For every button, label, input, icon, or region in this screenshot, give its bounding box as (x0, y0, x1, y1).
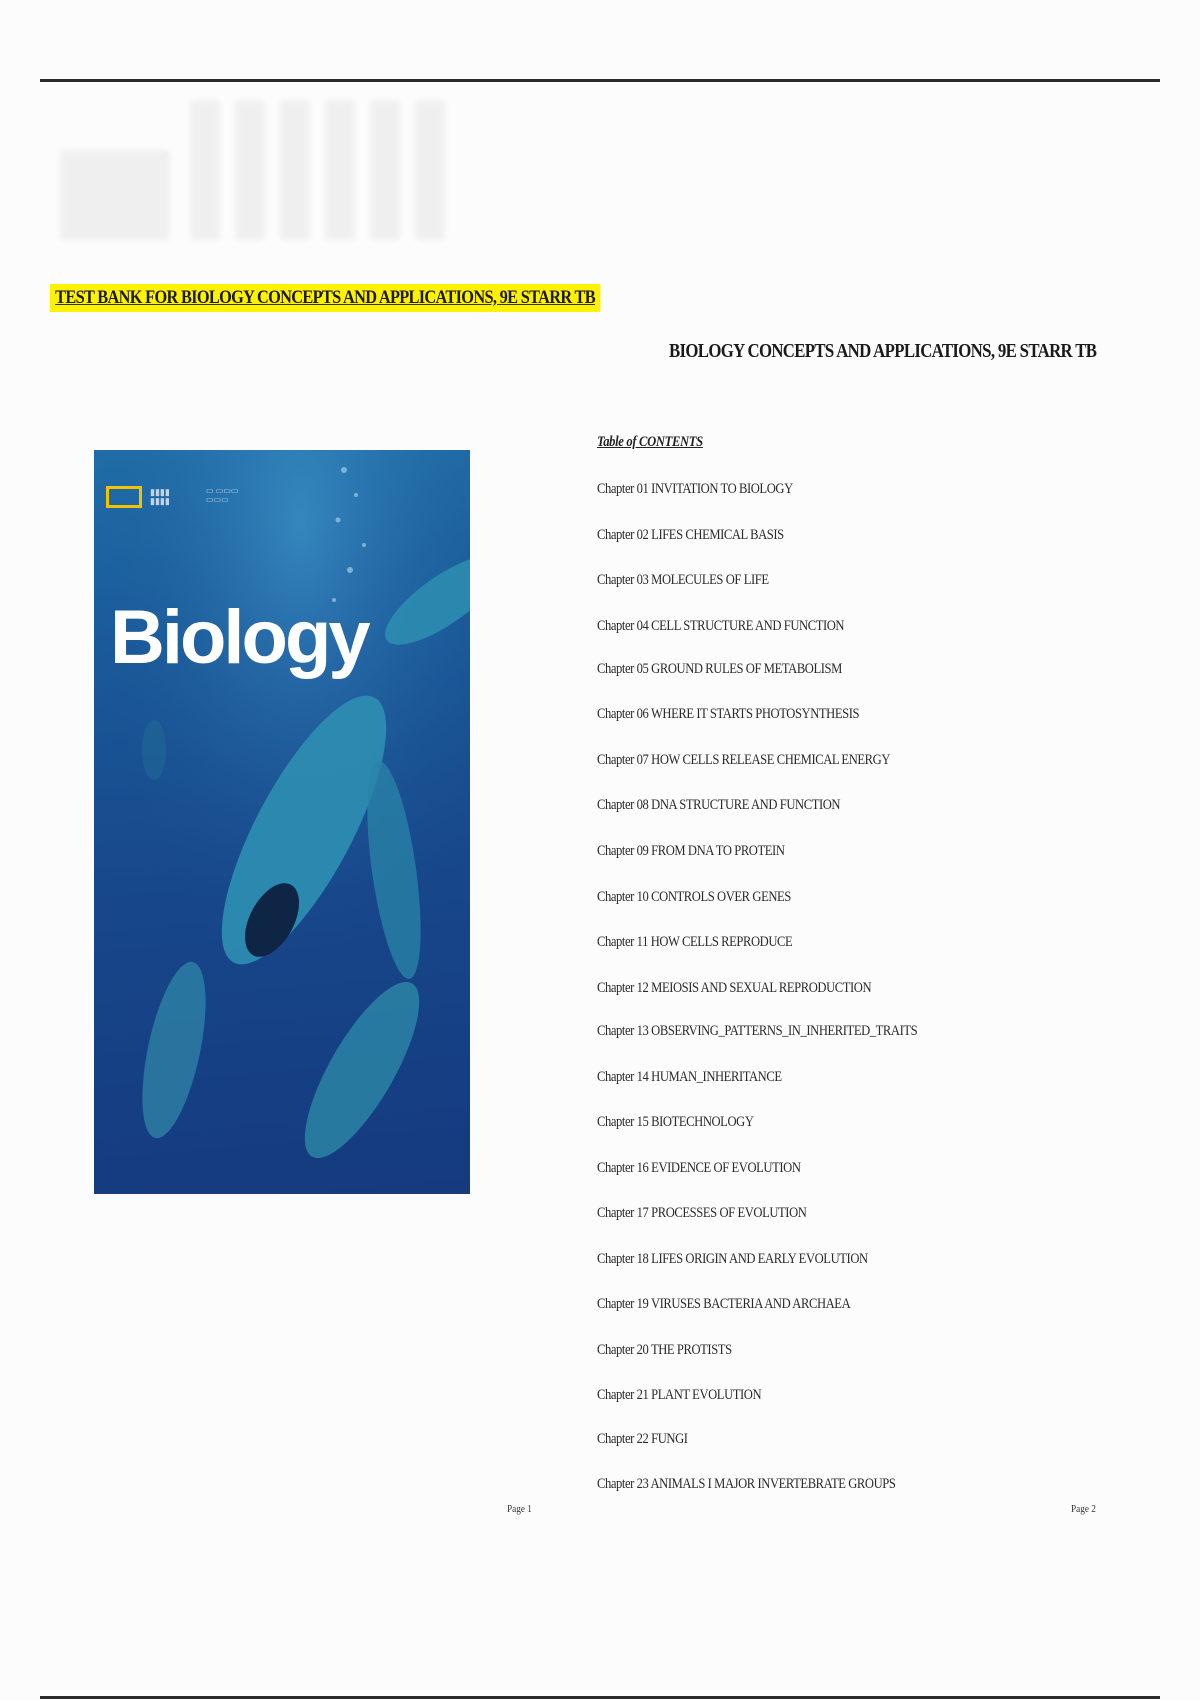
cover-artwork (94, 450, 470, 1194)
toc-item: Chapter 11 HOW CELLS REPRODUCE (597, 934, 793, 950)
toc-item: Chapter 10 CONTROLS OVER GENES (597, 889, 791, 905)
toc-item: Chapter 01 INVITATION TO BIOLOGY (597, 481, 793, 497)
toc-item: Chapter 08 DNA STRUCTURE AND FUNCTION (597, 797, 841, 813)
page-number-right: Page 2 (1071, 1503, 1096, 1515)
toc-item: Chapter 07 HOW CELLS RELEASE CHEMICAL ENERGY (597, 752, 891, 768)
toc-item: Chapter 04 CELL STRUCTURE AND FUNCTION (597, 618, 845, 634)
cover-title: Biology (110, 595, 368, 680)
publisher-mark: ▮▮▮▮ ▮▮▮▮ (150, 487, 170, 506)
page-number-left: Page 1 (507, 1503, 532, 1515)
toc-item: Chapter 22 FUNGI (597, 1431, 688, 1447)
toc-item: Chapter 15 BIOTECHNOLOGY (597, 1114, 754, 1130)
toc-item: Chapter 02 LIFES CHEMICAL BASIS (597, 527, 784, 543)
toc-item: Chapter 12 MEIOSIS AND SEXUAL REPRODUCTION (597, 980, 872, 996)
toc-item: Chapter 05 GROUND RULES OF METABOLISM (597, 661, 842, 677)
toc-item: Chapter 17 PROCESSES OF EVOLUTION (597, 1205, 807, 1221)
toc-item: Chapter 03 MOLECULES OF LIFE (597, 572, 769, 588)
toc-item: Chapter 06 WHERE IT STARTS PHOTOSYNTHESIS (597, 706, 860, 722)
bottom-rule (40, 1696, 1160, 1699)
toc-item: Chapter 21 PLANT EVOLUTION (597, 1387, 762, 1403)
document-title-highlight: TEST BANK FOR BIOLOGY CONCEPTS AND APPLICATIONS, 9E STARR TB (50, 284, 600, 312)
toc-item: Chapter 14 HUMAN_INHERITANCE (597, 1069, 782, 1085)
top-rule (40, 79, 1160, 82)
toc-item: Chapter 13 OBSERVING_PATTERNS_IN_INHERITED_TRAITS (597, 1023, 918, 1039)
book-cover-image (94, 450, 470, 1194)
publisher-logo (106, 486, 142, 508)
blurred-watermark (60, 90, 520, 260)
publisher-mark-2: ▭ ▭▭▭ ▭▭▭ (206, 486, 239, 504)
toc-item: Chapter 20 THE PROTISTS (597, 1342, 732, 1358)
toc-item: Chapter 23 ANIMALS I MAJOR INVERTEBRATE GROUPS (597, 1476, 896, 1492)
toc-item: Chapter 09 FROM DNA TO PROTEIN (597, 843, 785, 859)
book-title: BIOLOGY CONCEPTS AND APPLICATIONS, 9E STARR TB (669, 340, 1097, 362)
toc-item: Chapter 16 EVIDENCE OF EVOLUTION (597, 1160, 801, 1176)
toc-item: Chapter 19 VIRUSES BACTERIA AND ARCHAEA (597, 1296, 851, 1312)
toc-item: Chapter 18 LIFES ORIGIN AND EARLY EVOLUTION (597, 1251, 868, 1267)
toc-heading: Table of CONTENTS (597, 434, 703, 450)
